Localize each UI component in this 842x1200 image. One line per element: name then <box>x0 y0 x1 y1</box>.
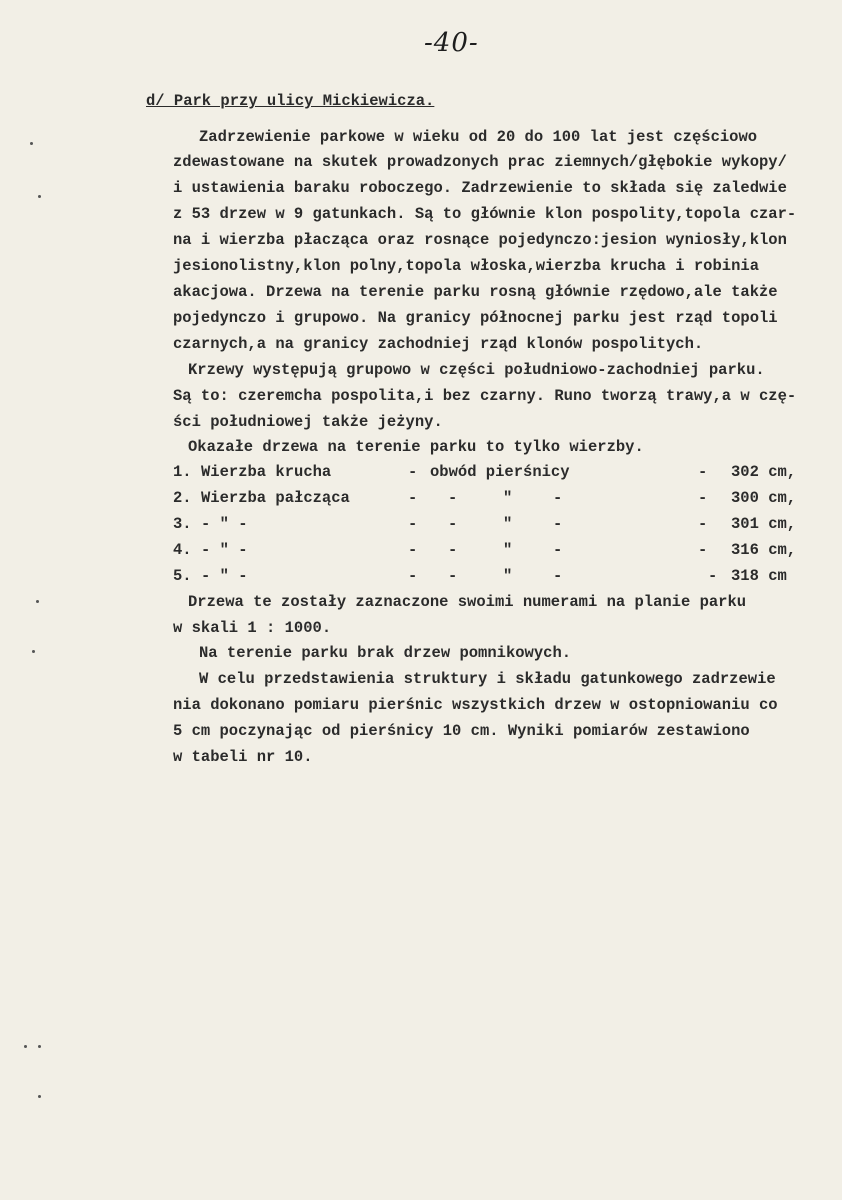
ditto-mark: " <box>503 515 513 533</box>
paragraph-line: nia dokonano pomiaru pierśnic wszystkich drzew w ostopniowaniu co <box>173 696 778 714</box>
measurement-label: obwód pierśnicy <box>430 463 570 481</box>
ditto-dash: - <box>448 567 458 585</box>
paragraph-line: Okazałe drzewa na terenie parku to tylko wierzby. <box>188 438 644 456</box>
paragraph-line: i ustawienia baraku roboczego. Zadrzewienie to składa się zaledwie <box>173 179 787 197</box>
ditto-dash: - <box>553 541 563 559</box>
paragraph-line: na i wierzba płacząca oraz rosnące pojedynczo:jesion wyniosły,klon <box>173 231 787 249</box>
value-dash: - <box>698 463 708 481</box>
willow-number: 2. <box>173 489 192 507</box>
ditto-dash: - <box>448 489 458 507</box>
willow-number: 3. <box>173 515 192 533</box>
scan-speck <box>30 142 33 145</box>
willow-row <box>173 541 823 563</box>
willow-girth: 300 cm, <box>731 489 797 507</box>
willow-name: - " - <box>201 567 248 585</box>
scan-speck <box>38 1095 41 1098</box>
scan-speck <box>38 195 41 198</box>
willow-girth: 316 cm, <box>731 541 797 559</box>
willow-row <box>173 515 823 537</box>
paragraph-line: 5 cm poczynając od pierśnicy 10 cm. Wyniki pomiarów zestawiono <box>173 722 750 740</box>
willow-row <box>173 489 823 511</box>
paragraph-line: w skali 1 : 1000. <box>173 619 332 637</box>
willow-name: - " - <box>201 515 248 533</box>
ditto-dash: - <box>448 515 458 533</box>
paragraph-line: z 53 drzew w 9 gatunkach. Są to głównie klon pospolity,topola czar- <box>173 205 797 223</box>
willow-row <box>173 567 823 589</box>
ditto-dash: - <box>553 489 563 507</box>
value-dash: - <box>698 489 708 507</box>
willow-row <box>173 463 823 485</box>
ditto-dash: - <box>408 541 418 559</box>
paragraph-line: Na terenie parku brak drzew pomnikowych. <box>199 644 572 662</box>
paragraph-line: zdewastowane na skutek prowadzonych prac ziemnych/głębokie wykopy/ <box>173 153 787 171</box>
ditto-dash: - <box>408 463 418 481</box>
ditto-dash: - <box>553 515 563 533</box>
paragraph-line: Drzewa te zostały zaznaczone swoimi numerami na planie parku <box>188 593 747 611</box>
paragraph-line: ści południowej także jeżyny. <box>173 413 443 431</box>
page-number: -40- <box>424 28 479 58</box>
ditto-dash: - <box>553 567 563 585</box>
value-dash: - <box>698 515 708 533</box>
willow-girth: 302 cm, <box>731 463 797 481</box>
willow-girth: 301 cm, <box>731 515 797 533</box>
ditto-mark: " <box>503 489 513 507</box>
scan-speck <box>36 600 39 603</box>
ditto-dash: - <box>448 541 458 559</box>
paragraph-line: akacjowa. Drzewa na terenie parku rosną głównie rzędowo,ale także <box>173 283 778 301</box>
paragraph-line: w tabeli nr 10. <box>173 748 313 766</box>
willow-number: 1. <box>173 463 192 481</box>
ditto-dash: - <box>408 489 418 507</box>
scan-speck <box>32 650 35 653</box>
section-heading: d/ Park przy ulicy Mickiewicza. <box>146 92 435 110</box>
ditto-dash: - <box>408 567 418 585</box>
ditto-mark: " <box>503 567 513 585</box>
willow-name: Wierzba pałcząca <box>201 489 350 507</box>
willow-number: 5. <box>173 567 192 585</box>
willow-number: 4. <box>173 541 192 559</box>
willow-girth: 318 cm <box>731 567 787 585</box>
paragraph-line: Są to: czeremcha pospolita,i bez czarny. Runo tworzą trawy,a w czę- <box>173 387 797 405</box>
willow-name: - " - <box>201 541 248 559</box>
paragraph-line: pojedynczo i grupowo. Na granicy północnej parku jest rząd topoli <box>173 309 778 327</box>
scan-speck <box>38 1045 41 1048</box>
ditto-mark: " <box>503 541 513 559</box>
paragraph-line: W celu przedstawienia struktury i składu gatunkowego zadrzewie <box>199 670 776 688</box>
scan-speck <box>24 1045 27 1048</box>
value-dash: - <box>708 567 718 585</box>
paragraph-line: czarnych,a na granicy zachodniej rząd klonów pospolitych. <box>173 335 704 353</box>
paragraph-line: Zadrzewienie parkowe w wieku od 20 do 100 lat jest częściowo <box>199 128 758 146</box>
paragraph-line: jesionolistny,klon polny,topola włoska,wierzba krucha i robinia <box>173 257 759 275</box>
value-dash: - <box>698 541 708 559</box>
paragraph-line: Krzewy występują grupowo w części południowo-zachodniej parku. <box>188 361 765 379</box>
ditto-dash: - <box>408 515 418 533</box>
willow-name: Wierzba krucha <box>201 463 332 481</box>
